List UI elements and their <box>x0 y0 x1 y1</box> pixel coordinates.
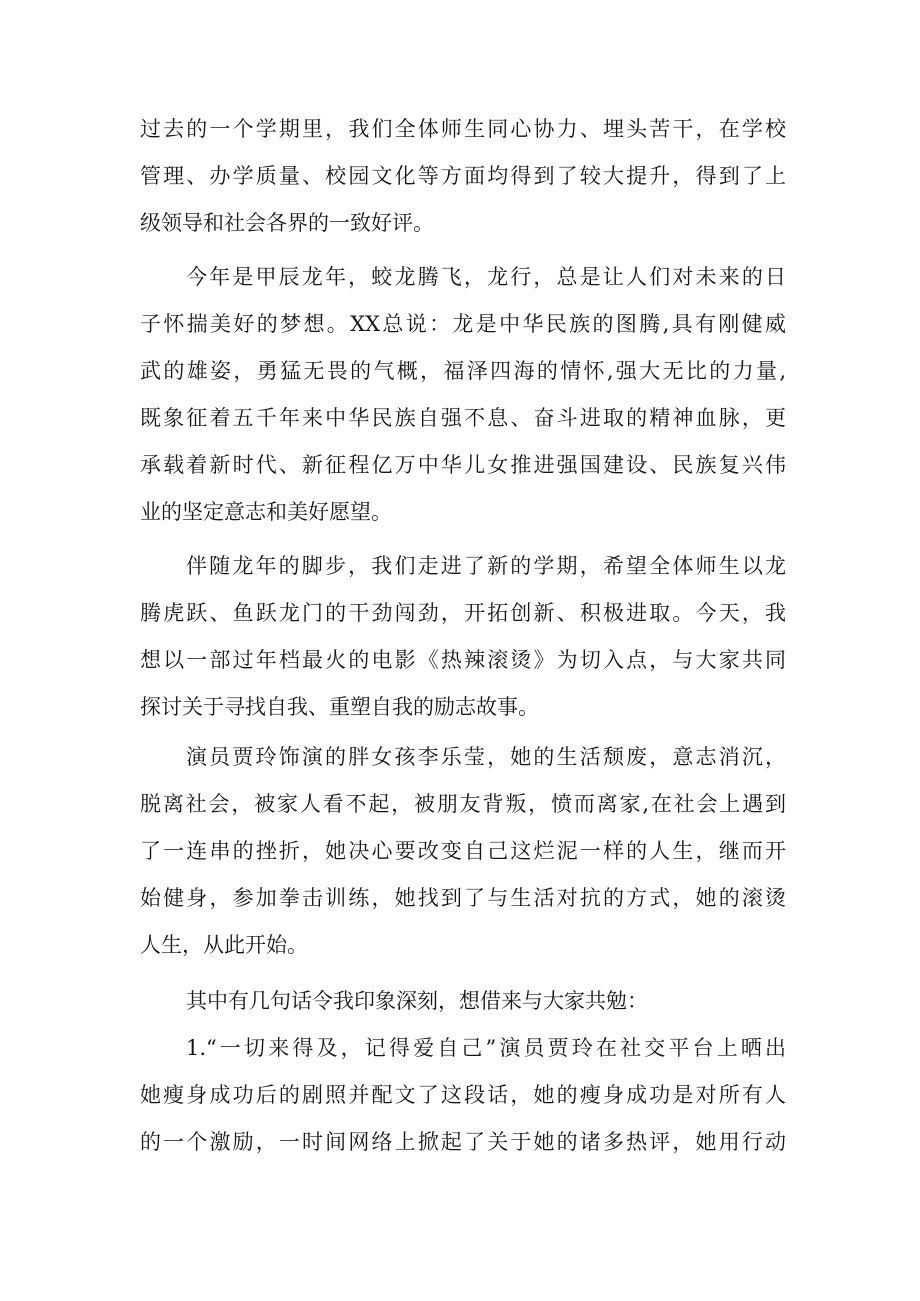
text-line: 伴随龙年的脚步，我们走进了新的学期，希望全体师生以龙 <box>186 554 786 578</box>
text-line: 演员贾玲饰演的胖女孩李乐莹，她的生活颓废，意志消沉， <box>186 745 786 769</box>
text-line: 武的雄姿，勇猛无畏的气概，福泽四海的情怀,强大无比的力量, <box>140 359 786 383</box>
text-line: 探讨关于寻找自我、重塑自我的励志故事。 <box>140 695 539 719</box>
text-line: 她瘦身成功后的剧照并配文了这段话，她的瘦身成功是对所有人 <box>140 1083 786 1107</box>
text-line: 人生，从此开始。 <box>140 933 308 957</box>
paragraph <box>140 1025 786 1166</box>
text-line: 今年是甲辰龙年，蛟龙腾飞，龙行，总是让人们对未来的日 <box>186 265 786 289</box>
text-line: 业的坚定意志和美好愿望。 <box>140 500 392 524</box>
text-line: 过去的一个学期里，我们全体师生同心协力、埋头苦干，在学校 <box>140 117 786 141</box>
text-line: 1.“一切来得及，记得爱自己”演员贾玲在社交平台上晒出 <box>186 1036 786 1060</box>
paragraph <box>140 543 786 731</box>
paragraph <box>140 978 786 1025</box>
text-line: 承载着新时代、新征程亿万中华儿女推进强国建设、民族复兴伟 <box>140 453 786 477</box>
text-line: 始健身，参加拳击训练，她找到了与生活对抗的方式，她的滚烫 <box>140 886 786 910</box>
text-line: 脱离社会，被家人看不起，被朋友背叛，愤而离家,在社会上遇到 <box>140 792 786 816</box>
text-line: 了一连串的挫折，她决心要改变自己这烂泥一样的人生，继而开 <box>140 839 786 863</box>
text-line: 管理、办学质量、校园文化等方面均得到了较大提升，得到了上 <box>140 164 786 188</box>
text-line: 级领导和社会各界的一致好评。 <box>140 211 434 235</box>
paragraph <box>140 734 786 969</box>
paragraph <box>140 254 786 536</box>
paragraph <box>140 106 786 247</box>
document-body <box>140 106 786 1166</box>
text-line: 想以一部过年档最火的电影《热辣滚烫》为切入点，与大家共同 <box>140 648 786 672</box>
text-line: 子怀揣美好的梦想。XX总说：龙是中华民族的图腾,具有刚健威 <box>140 312 786 336</box>
text-line: 其中有几句话令我印象深刻，想借来与大家共勉： <box>186 989 648 1013</box>
text-line: 腾虎跃、鱼跃龙门的干劲闯劲，开拓创新、积极进取。今天，我 <box>140 601 786 625</box>
text-line: 既象征着五千年来中华民族自强不息、奋斗进取的精神血脉，更 <box>140 406 786 430</box>
text-line: 的一个激励，一时间网络上掀起了关于她的诸多热评，她用行动 <box>140 1130 786 1154</box>
